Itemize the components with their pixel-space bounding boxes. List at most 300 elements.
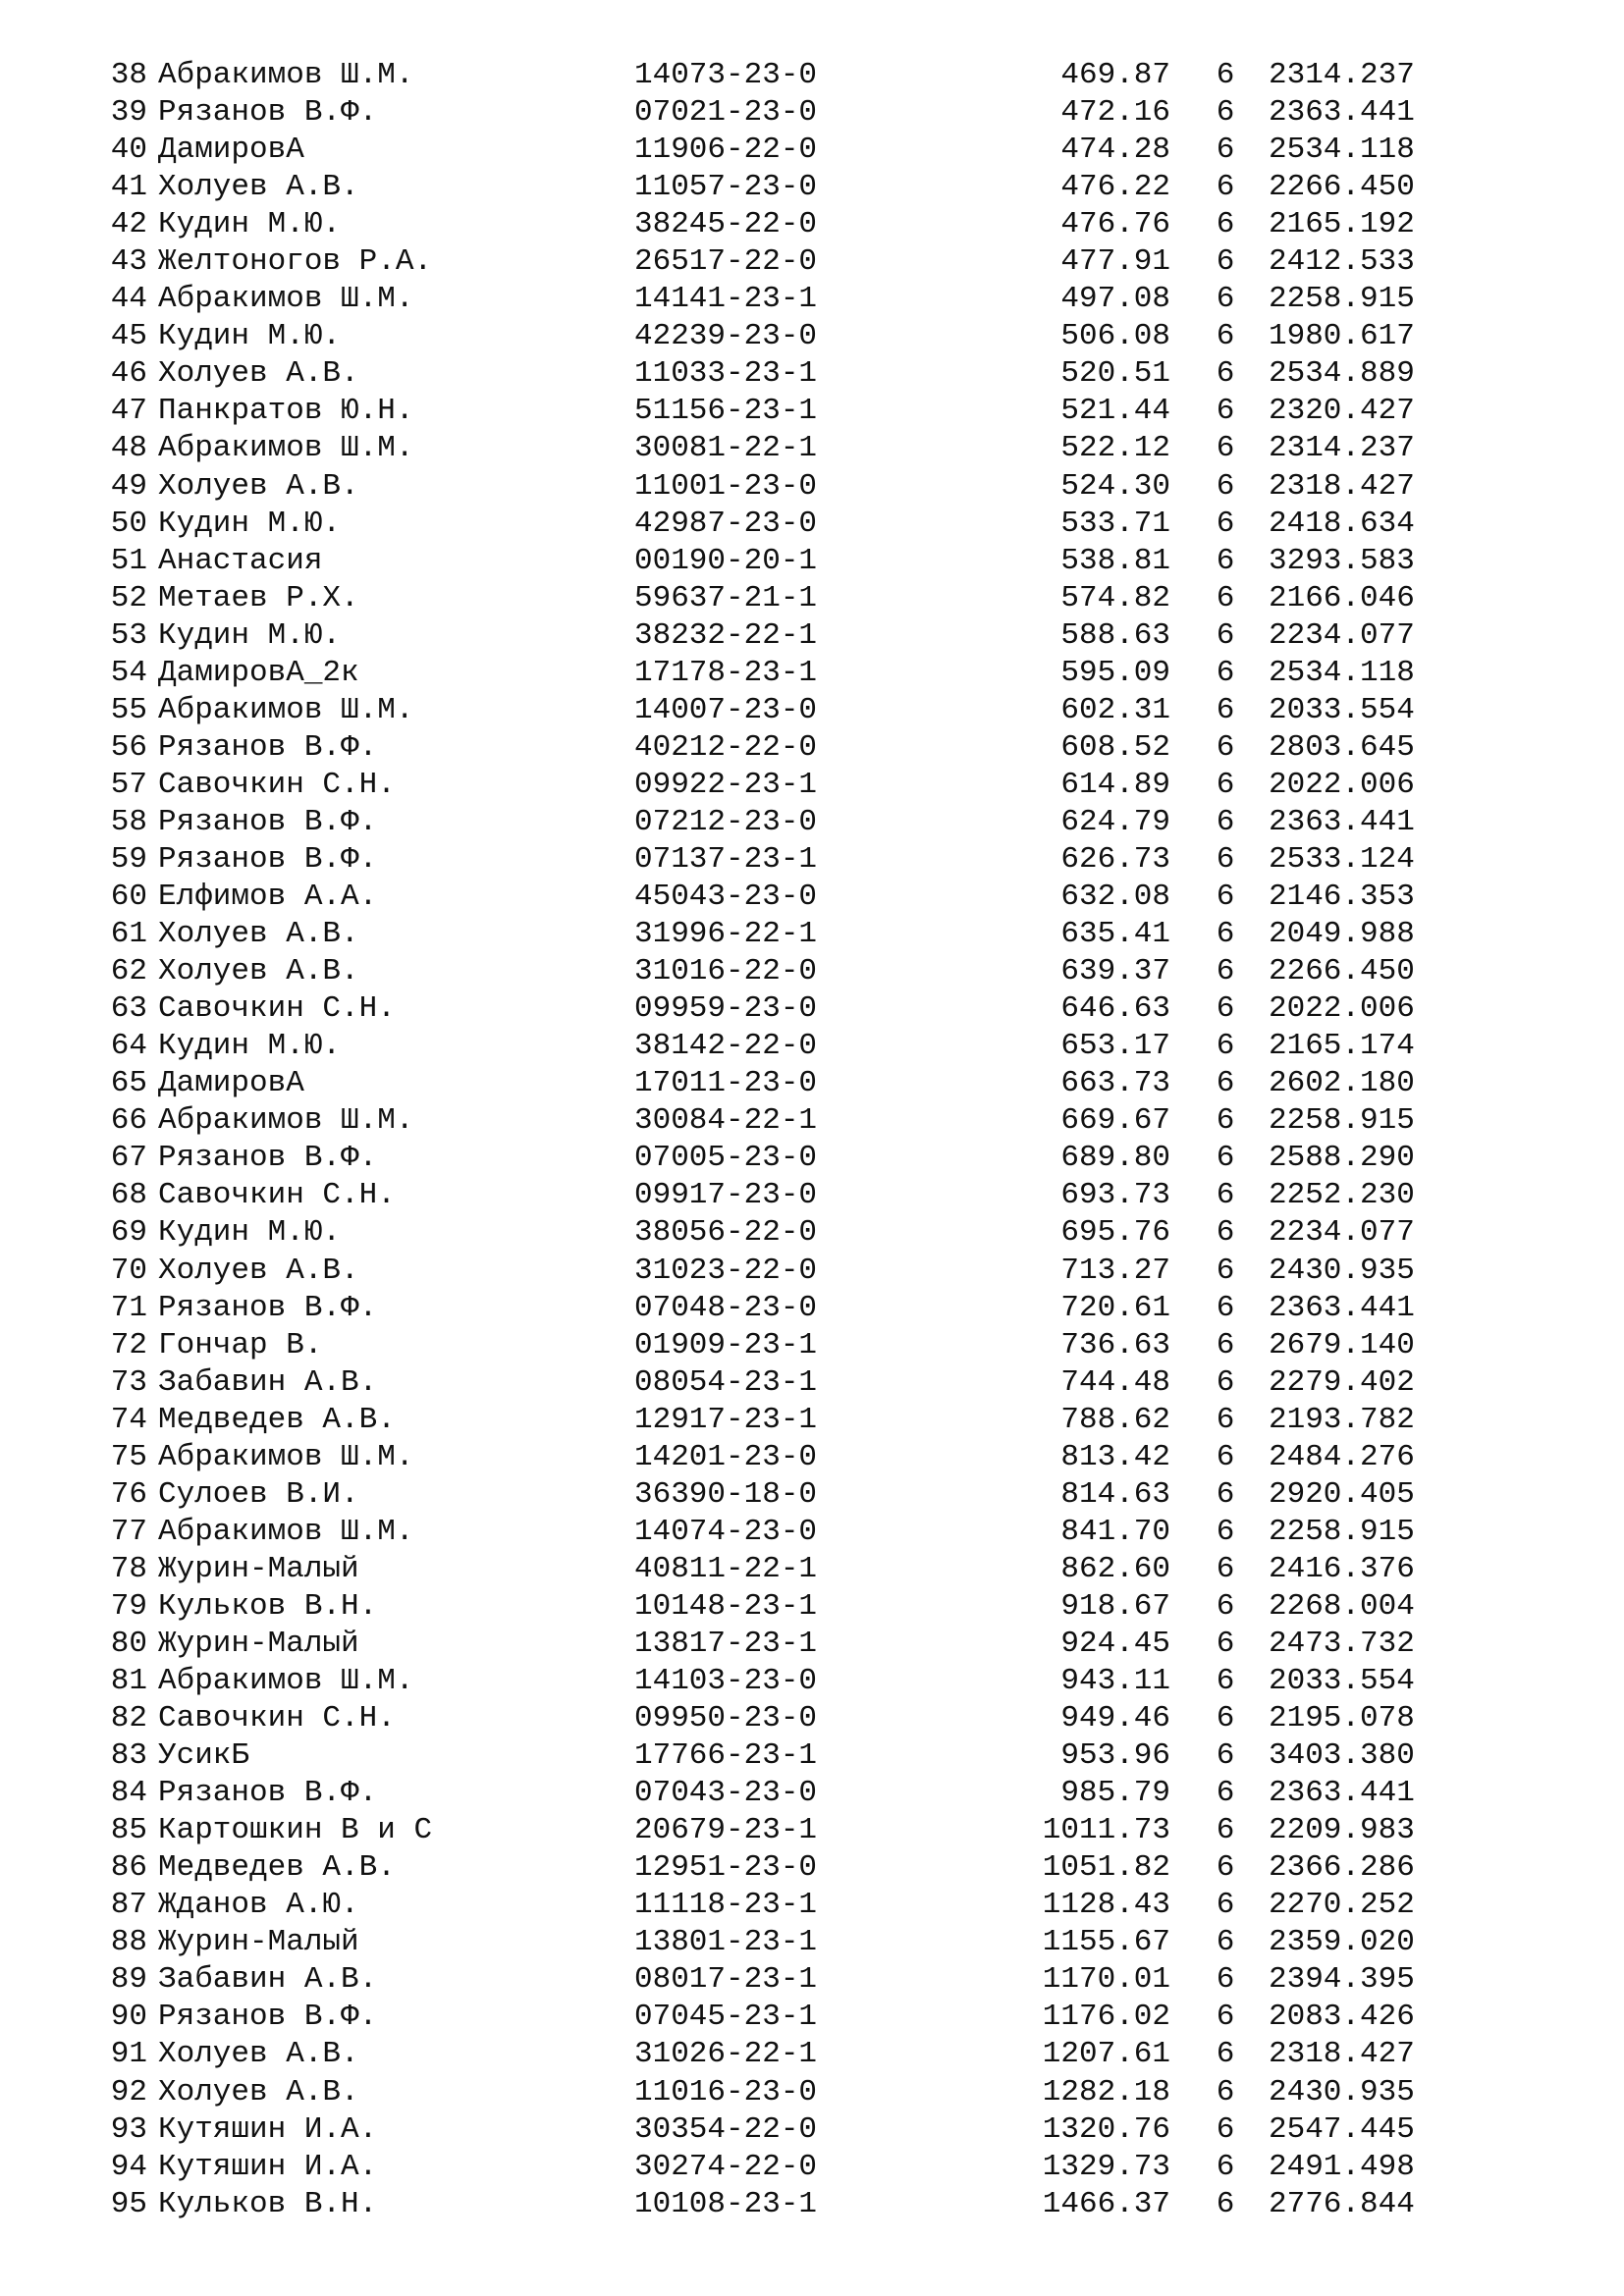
- row-amount: 2165.192: [1269, 207, 1415, 242]
- row-amount: 2533.124: [1269, 841, 1415, 877]
- row-code: 40811-22-1: [634, 1551, 818, 1586]
- row-count: 6: [1216, 1290, 1235, 1325]
- row-code: 11016-23-0: [634, 2074, 818, 2109]
- row-amount: 2252.230: [1269, 1178, 1415, 1213]
- row-number: 50: [110, 506, 147, 541]
- row-amount: 2363.441: [1269, 1290, 1415, 1325]
- row-amount: 2266.450: [1269, 170, 1415, 205]
- row-count: 6: [1216, 1066, 1235, 1101]
- row-code: 14074-23-0: [634, 1514, 818, 1549]
- row-value: 744.48: [1060, 1364, 1170, 1400]
- row-number: 71: [110, 1290, 147, 1325]
- table-row: [98, 1290, 1473, 1327]
- row-count: 6: [1216, 394, 1235, 429]
- row-value: 1128.43: [1042, 1888, 1170, 1923]
- row-number: 45: [110, 319, 147, 354]
- row-amount: 2193.782: [1269, 1402, 1415, 1437]
- row-code: 17766-23-1: [634, 1738, 818, 1774]
- row-count: 6: [1216, 991, 1235, 1027]
- row-name: Рязанов В.Ф.: [158, 804, 378, 839]
- row-code: 38245-22-0: [634, 207, 818, 242]
- row-code: 30274-22-0: [634, 2149, 818, 2184]
- row-number: 55: [110, 692, 147, 727]
- table-row: [98, 1402, 1473, 1439]
- row-amount: 3293.583: [1269, 543, 1415, 578]
- row-count: 6: [1216, 1103, 1235, 1139]
- row-name: Кутяшин И.А.: [158, 2149, 378, 2184]
- row-name: Кудин М.Ю.: [158, 617, 342, 653]
- row-amount: 2363.441: [1269, 95, 1415, 131]
- row-name: Анастасия: [158, 543, 323, 578]
- row-count: 6: [1216, 1551, 1235, 1586]
- row-name: Савочкин С.Н.: [158, 767, 396, 802]
- row-amount: 2534.889: [1269, 356, 1415, 392]
- row-count: 6: [1216, 1588, 1235, 1624]
- row-value: 497.08: [1060, 282, 1170, 317]
- row-count: 6: [1216, 1439, 1235, 1474]
- row-count: 6: [1216, 1327, 1235, 1362]
- row-value: 720.61: [1060, 1290, 1170, 1325]
- row-count: 6: [1216, 1626, 1235, 1661]
- table-row: [98, 767, 1473, 804]
- row-amount: 2363.441: [1269, 1776, 1415, 1811]
- row-value: 1320.76: [1042, 2111, 1170, 2147]
- row-value: 477.91: [1060, 244, 1170, 280]
- row-name: Панкратов Ю.Н.: [158, 394, 414, 429]
- row-name: Журин-Малый: [158, 1626, 359, 1661]
- row-code: 11118-23-1: [634, 1888, 818, 1923]
- row-code: 10108-23-1: [634, 2186, 818, 2221]
- row-value: 506.08: [1060, 319, 1170, 354]
- table-row: [98, 990, 1473, 1028]
- row-number: 59: [110, 841, 147, 877]
- table-row: [98, 1439, 1473, 1476]
- row-code: 40212-22-0: [634, 729, 818, 765]
- row-amount: 2234.077: [1269, 617, 1415, 653]
- row-number: 38: [110, 58, 147, 92]
- row-count: 6: [1216, 1029, 1235, 1064]
- row-amount: 2022.006: [1269, 767, 1415, 802]
- row-number: 54: [110, 655, 147, 690]
- row-code: 38232-22-1: [634, 617, 818, 653]
- table-row: [98, 1961, 1473, 1999]
- row-name: Медведев А.В.: [158, 1850, 396, 1886]
- row-number: 49: [110, 468, 147, 504]
- table-row: [98, 2111, 1473, 2149]
- row-value: 614.89: [1060, 767, 1170, 802]
- row-value: 1282.18: [1042, 2074, 1170, 2109]
- table-row: [98, 2036, 1473, 2073]
- table-row: [98, 393, 1473, 430]
- row-count: 6: [1216, 1178, 1235, 1213]
- row-value: 624.79: [1060, 804, 1170, 839]
- row-count: 6: [1216, 1925, 1235, 1960]
- row-count: 6: [1216, 207, 1235, 242]
- row-code: 10148-23-1: [634, 1588, 818, 1624]
- table-row: [98, 1887, 1473, 1924]
- row-name: Рязанов В.Ф.: [158, 95, 378, 131]
- row-amount: 2534.118: [1269, 133, 1415, 168]
- row-number: 62: [110, 954, 147, 989]
- row-value: 639.37: [1060, 954, 1170, 989]
- row-count: 6: [1216, 282, 1235, 317]
- row-value: 713.27: [1060, 1253, 1170, 1288]
- row-name: Савочкин С.Н.: [158, 1178, 396, 1213]
- row-code: 31996-22-1: [634, 917, 818, 952]
- row-value: 695.76: [1060, 1215, 1170, 1251]
- row-count: 6: [1216, 468, 1235, 504]
- table-row: [98, 1327, 1473, 1364]
- row-value: 472.16: [1060, 95, 1170, 131]
- row-name: Кудин М.Ю.: [158, 506, 342, 541]
- row-name: Желтоногов Р.А.: [158, 244, 433, 280]
- row-value: 574.82: [1060, 580, 1170, 615]
- row-count: 6: [1216, 1776, 1235, 1811]
- row-count: 6: [1216, 58, 1235, 92]
- row-number: 46: [110, 356, 147, 392]
- row-code: 08054-23-1: [634, 1364, 818, 1400]
- row-number: 51: [110, 543, 147, 578]
- row-count: 6: [1216, 506, 1235, 541]
- row-amount: 2268.004: [1269, 1588, 1415, 1624]
- row-value: 669.67: [1060, 1103, 1170, 1139]
- row-number: 52: [110, 580, 147, 615]
- row-count: 6: [1216, 2074, 1235, 2109]
- row-name: Сулоев В.И.: [158, 1476, 359, 1512]
- row-number: 56: [110, 729, 147, 765]
- row-amount: 2588.290: [1269, 1141, 1415, 1176]
- row-value: 632.08: [1060, 880, 1170, 915]
- table-row: [98, 1028, 1473, 1065]
- row-name: Холуев А.В.: [158, 917, 359, 952]
- table-row: [98, 1700, 1473, 1737]
- row-code: 07048-23-0: [634, 1290, 818, 1325]
- row-name: Рязанов В.Ф.: [158, 1141, 378, 1176]
- row-count: 6: [1216, 2149, 1235, 2184]
- row-number: 41: [110, 170, 147, 205]
- row-name: Картошкин В и С: [158, 1813, 433, 1848]
- row-count: 6: [1216, 1962, 1235, 1998]
- row-count: 6: [1216, 95, 1235, 131]
- table-row: [98, 1140, 1473, 1177]
- row-number: 57: [110, 767, 147, 802]
- row-count: 6: [1216, 1664, 1235, 1699]
- row-number: 48: [110, 431, 147, 466]
- row-number: 61: [110, 917, 147, 952]
- row-name: Кудин М.Ю.: [158, 1029, 342, 1064]
- row-code: 11906-22-0: [634, 133, 818, 168]
- table-row: [98, 1551, 1473, 1588]
- row-value: 1155.67: [1042, 1925, 1170, 1960]
- row-number: 93: [110, 2111, 147, 2147]
- row-amount: 2418.634: [1269, 506, 1415, 541]
- table-row: [98, 916, 1473, 953]
- row-code: 31023-22-0: [634, 1253, 818, 1288]
- row-code: 42239-23-0: [634, 319, 818, 354]
- row-count: 6: [1216, 917, 1235, 952]
- table-row: [98, 430, 1473, 467]
- row-count: 6: [1216, 1253, 1235, 1288]
- row-count: 6: [1216, 356, 1235, 392]
- row-value: 736.63: [1060, 1327, 1170, 1362]
- table-row: [98, 506, 1473, 543]
- row-name: Абракимов Ш.М.: [158, 1664, 414, 1699]
- row-number: 86: [110, 1850, 147, 1886]
- row-count: 6: [1216, 880, 1235, 915]
- row-amount: 2033.554: [1269, 692, 1415, 727]
- row-name: Савочкин С.Н.: [158, 1701, 396, 1736]
- row-number: 60: [110, 880, 147, 915]
- table-row: [98, 1924, 1473, 1961]
- row-name: Холуев А.В.: [158, 170, 359, 205]
- data-table: [98, 57, 1473, 2223]
- row-value: 1011.73: [1042, 1813, 1170, 1848]
- row-value: 476.76: [1060, 207, 1170, 242]
- row-name: Абракимов Ш.М.: [158, 431, 414, 466]
- row-count: 6: [1216, 431, 1235, 466]
- row-number: 94: [110, 2149, 147, 2184]
- row-amount: 2776.844: [1269, 2186, 1415, 2221]
- row-value: 953.96: [1060, 1738, 1170, 1774]
- row-count: 6: [1216, 767, 1235, 802]
- table-row: [98, 132, 1473, 169]
- row-number: 90: [110, 2000, 147, 2035]
- row-name: Холуев А.В.: [158, 2037, 359, 2072]
- row-value: 813.42: [1060, 1439, 1170, 1474]
- row-code: 01909-23-1: [634, 1327, 818, 1362]
- row-count: 6: [1216, 804, 1235, 839]
- row-amount: 2146.353: [1269, 880, 1415, 915]
- row-count: 6: [1216, 692, 1235, 727]
- table-row: [98, 57, 1473, 94]
- row-amount: 1980.617: [1269, 319, 1415, 354]
- row-name: Холуев А.В.: [158, 468, 359, 504]
- row-number: 89: [110, 1962, 147, 1998]
- table-row: [98, 206, 1473, 243]
- row-count: 6: [1216, 655, 1235, 690]
- row-code: 07021-23-0: [634, 95, 818, 131]
- row-count: 6: [1216, 1701, 1235, 1736]
- row-amount: 2534.118: [1269, 655, 1415, 690]
- row-number: 73: [110, 1364, 147, 1400]
- row-code: 17011-23-0: [634, 1066, 818, 1101]
- row-value: 814.63: [1060, 1476, 1170, 1512]
- row-code: 07045-23-1: [634, 2000, 818, 2035]
- row-value: 918.67: [1060, 1588, 1170, 1624]
- row-code: 17178-23-1: [634, 655, 818, 690]
- row-name: Холуев А.В.: [158, 954, 359, 989]
- table-row: [98, 543, 1473, 580]
- row-value: 520.51: [1060, 356, 1170, 392]
- row-number: 69: [110, 1215, 147, 1251]
- row-number: 66: [110, 1103, 147, 1139]
- row-number: 40: [110, 133, 147, 168]
- row-name: Метаев Р.Х.: [158, 580, 359, 615]
- row-amount: 2547.445: [1269, 2111, 1415, 2147]
- table-row: [98, 1775, 1473, 1812]
- row-code: 14141-23-1: [634, 282, 818, 317]
- row-code: 45043-23-0: [634, 880, 818, 915]
- row-amount: 2412.533: [1269, 244, 1415, 280]
- row-value: 469.87: [1060, 58, 1170, 92]
- row-value: 943.11: [1060, 1664, 1170, 1699]
- row-amount: 2484.276: [1269, 1439, 1415, 1474]
- table-row: [98, 2186, 1473, 2223]
- row-count: 6: [1216, 543, 1235, 578]
- row-count: 6: [1216, 1813, 1235, 1848]
- table-row: [98, 355, 1473, 393]
- row-name: УсикБ: [158, 1738, 250, 1774]
- row-count: 6: [1216, 617, 1235, 653]
- row-code: 12917-23-1: [634, 1402, 818, 1437]
- row-count: 6: [1216, 1141, 1235, 1176]
- row-amount: 2394.395: [1269, 1962, 1415, 1998]
- row-count: 6: [1216, 2000, 1235, 2035]
- row-value: 533.71: [1060, 506, 1170, 541]
- row-amount: 2491.498: [1269, 2149, 1415, 2184]
- table-row: [98, 318, 1473, 355]
- row-name: ДамировА: [158, 1066, 304, 1101]
- row-number: 47: [110, 394, 147, 429]
- row-number: 81: [110, 1664, 147, 1699]
- table-row: [98, 1177, 1473, 1214]
- row-amount: 2234.077: [1269, 1215, 1415, 1251]
- row-name: Кульков В.Н.: [158, 2186, 378, 2221]
- row-value: 602.31: [1060, 692, 1170, 727]
- row-code: 08017-23-1: [634, 1962, 818, 1998]
- row-code: 09950-23-0: [634, 1701, 818, 1736]
- table-row: [98, 1253, 1473, 1290]
- row-number: 53: [110, 617, 147, 653]
- row-name: Рязанов В.Ф.: [158, 729, 378, 765]
- row-number: 88: [110, 1925, 147, 1960]
- row-name: Абракимов Ш.М.: [158, 282, 414, 317]
- row-code: 09917-23-0: [634, 1178, 818, 1213]
- table-row: [98, 2074, 1473, 2111]
- row-code: 07005-23-0: [634, 1141, 818, 1176]
- row-number: 64: [110, 1029, 147, 1064]
- row-amount: 2083.426: [1269, 2000, 1415, 2035]
- row-value: 949.46: [1060, 1701, 1170, 1736]
- row-name: Жданов А.Ю.: [158, 1888, 359, 1923]
- row-name: Кудин М.Ю.: [158, 1215, 342, 1251]
- row-amount: 2209.983: [1269, 1813, 1415, 1848]
- row-code: 42987-23-0: [634, 506, 818, 541]
- row-number: 44: [110, 282, 147, 317]
- row-value: 924.45: [1060, 1626, 1170, 1661]
- row-value: 524.30: [1060, 468, 1170, 504]
- row-code: 31016-22-0: [634, 954, 818, 989]
- row-code: 13817-23-1: [634, 1626, 818, 1661]
- table-row: [98, 841, 1473, 879]
- row-value: 595.09: [1060, 655, 1170, 690]
- row-amount: 2679.140: [1269, 1327, 1415, 1362]
- row-code: 07137-23-1: [634, 841, 818, 877]
- row-code: 14103-23-0: [634, 1664, 818, 1699]
- row-value: 588.63: [1060, 617, 1170, 653]
- row-code: 38056-22-0: [634, 1215, 818, 1251]
- row-value: 788.62: [1060, 1402, 1170, 1437]
- row-count: 6: [1216, 1888, 1235, 1923]
- table-row: [98, 1476, 1473, 1514]
- row-value: 538.81: [1060, 543, 1170, 578]
- row-code: 30084-22-1: [634, 1103, 818, 1139]
- row-code: 51156-23-1: [634, 394, 818, 429]
- row-name: Абракимов Ш.М.: [158, 1514, 414, 1549]
- row-count: 6: [1216, 1402, 1235, 1437]
- row-name: Рязанов В.Ф.: [158, 1776, 378, 1811]
- row-count: 6: [1216, 841, 1235, 877]
- row-amount: 2266.450: [1269, 954, 1415, 989]
- row-amount: 3403.380: [1269, 1738, 1415, 1774]
- row-number: 58: [110, 804, 147, 839]
- row-count: 6: [1216, 2186, 1235, 2221]
- row-value: 476.22: [1060, 170, 1170, 205]
- row-code: 12951-23-0: [634, 1850, 818, 1886]
- row-name: Кудин М.Ю.: [158, 319, 342, 354]
- table-row: [98, 953, 1473, 990]
- row-value: 1207.61: [1042, 2037, 1170, 2072]
- row-amount: 2803.645: [1269, 729, 1415, 765]
- row-amount: 2318.427: [1269, 468, 1415, 504]
- row-code: 20679-23-1: [634, 1813, 818, 1848]
- row-amount: 2318.427: [1269, 2037, 1415, 2072]
- row-name: Журин-Малый: [158, 1551, 359, 1586]
- table-row: [98, 580, 1473, 617]
- row-name: Кутяшин И.А.: [158, 2111, 378, 2147]
- row-amount: 2920.405: [1269, 1476, 1415, 1512]
- row-number: 42: [110, 207, 147, 242]
- table-row: [98, 468, 1473, 506]
- row-number: 83: [110, 1738, 147, 1774]
- row-code: 00190-20-1: [634, 543, 818, 578]
- row-value: 862.60: [1060, 1551, 1170, 1586]
- row-value: 1170.01: [1042, 1962, 1170, 1998]
- row-value: 635.41: [1060, 917, 1170, 952]
- row-name: Кудин М.Ю.: [158, 207, 342, 242]
- row-code: 59637-21-1: [634, 580, 818, 615]
- row-code: 14007-23-0: [634, 692, 818, 727]
- table-row: [98, 1588, 1473, 1626]
- table-row: [98, 281, 1473, 318]
- row-code: 36390-18-0: [634, 1476, 818, 1512]
- row-name: Абракимов Ш.М.: [158, 58, 414, 92]
- row-value: 1051.82: [1042, 1850, 1170, 1886]
- row-count: 6: [1216, 244, 1235, 280]
- row-value: 693.73: [1060, 1178, 1170, 1213]
- row-name: Савочкин С.Н.: [158, 991, 396, 1027]
- row-amount: 2049.988: [1269, 917, 1415, 952]
- row-amount: 2195.078: [1269, 1701, 1415, 1736]
- row-value: 608.52: [1060, 729, 1170, 765]
- row-count: 6: [1216, 1476, 1235, 1512]
- row-code: 26517-22-0: [634, 244, 818, 280]
- table-row: [98, 243, 1473, 281]
- table-row: [98, 94, 1473, 132]
- row-amount: 2416.376: [1269, 1551, 1415, 1586]
- row-name: Рязанов В.Ф.: [158, 1290, 378, 1325]
- row-number: 75: [110, 1439, 147, 1474]
- row-value: 985.79: [1060, 1776, 1170, 1811]
- table-row: [98, 729, 1473, 767]
- row-number: 67: [110, 1141, 147, 1176]
- row-number: 65: [110, 1066, 147, 1101]
- row-number: 72: [110, 1327, 147, 1362]
- row-value: 689.80: [1060, 1141, 1170, 1176]
- row-count: 6: [1216, 1514, 1235, 1549]
- row-name: ДамировА_2к: [158, 655, 359, 690]
- row-value: 626.73: [1060, 841, 1170, 877]
